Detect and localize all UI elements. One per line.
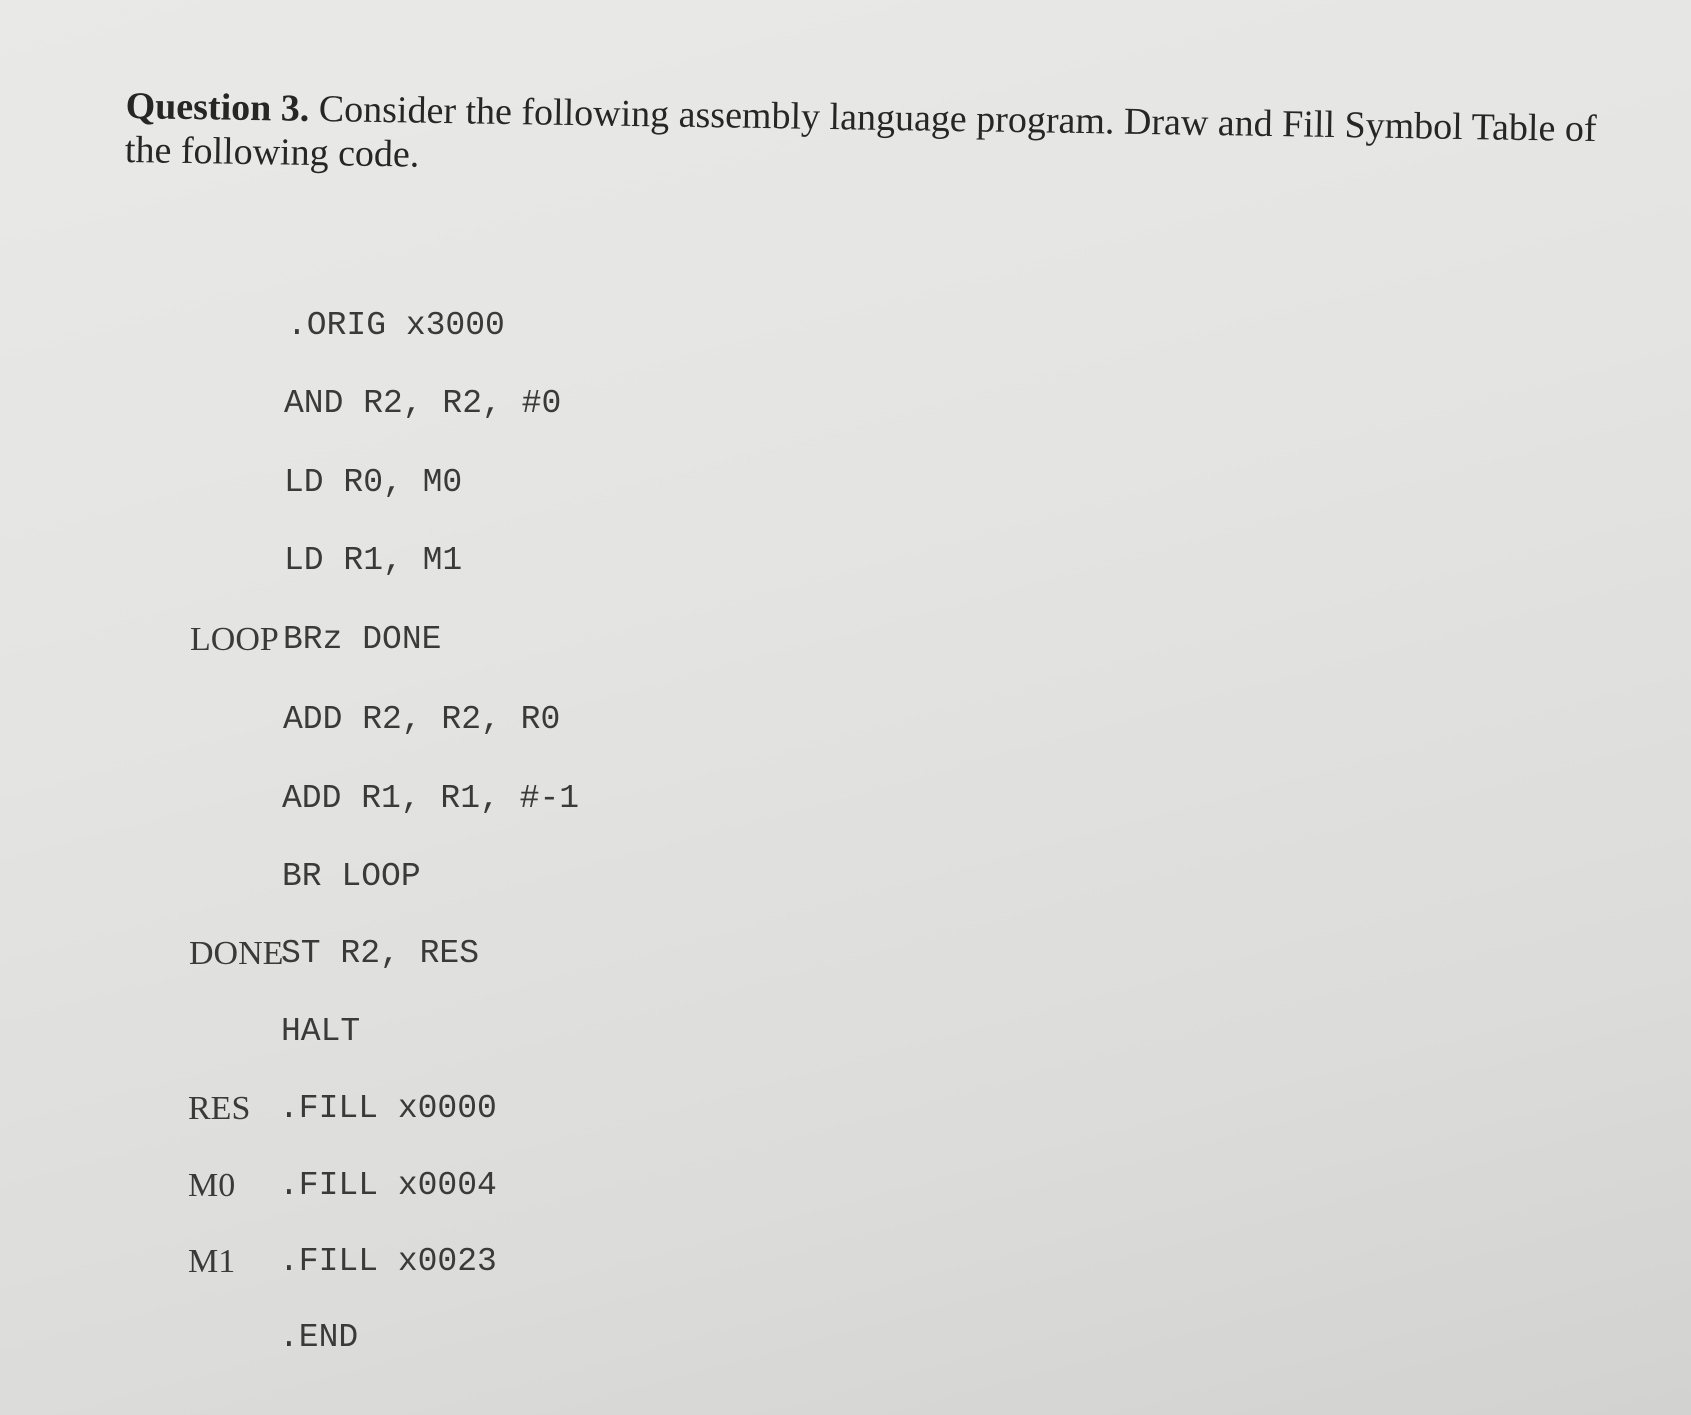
question-body: Consider the following assembly language program. Draw and Fill Symbol Table of the following code. <box>124 87 1597 176</box>
code-line: ST R2, RES <box>281 935 480 972</box>
code-line: .END <box>279 1319 359 1356</box>
code-line: ADD R1, R1, #-1 <box>282 780 580 817</box>
code-line: LD R1, M1 <box>284 542 463 579</box>
code-line: .FILL x0004 <box>279 1167 497 1204</box>
code-label: M1 <box>188 1243 236 1280</box>
code-line: AND R2, R2, #0 <box>284 385 562 422</box>
code-line: BR LOOP <box>282 858 421 895</box>
question-label: Question 3. <box>125 84 310 130</box>
code-label: LOOP <box>190 621 279 658</box>
code-label: RES <box>188 1090 251 1127</box>
code-line: BRz DONE <box>283 621 442 658</box>
code-line: ADD R2, R2, R0 <box>283 701 561 738</box>
code-line: HALT <box>281 1013 361 1050</box>
code-label: M0 <box>188 1167 236 1204</box>
code-line: .FILL x0000 <box>279 1090 497 1127</box>
code-label: DONE <box>189 935 284 972</box>
code-line: LD R0, M0 <box>284 464 463 501</box>
code-line: .FILL x0023 <box>279 1243 497 1280</box>
code-line: .ORIG x3000 <box>287 307 505 344</box>
